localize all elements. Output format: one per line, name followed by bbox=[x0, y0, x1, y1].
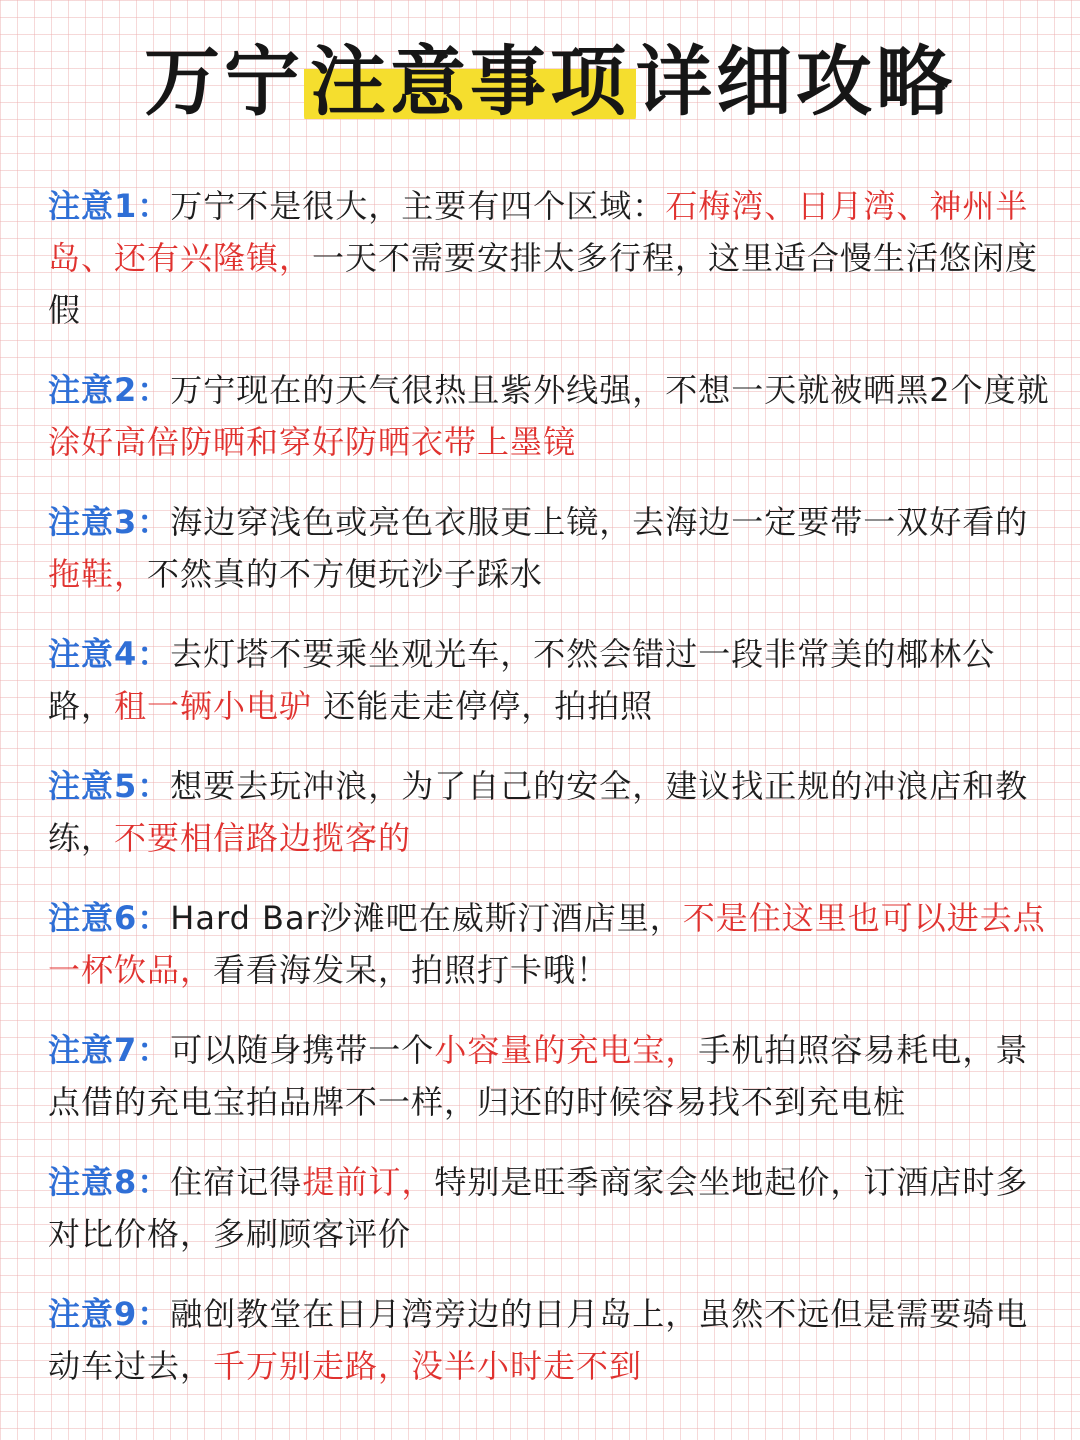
note-label: 注意7 bbox=[48, 1031, 138, 1069]
note-label: 注意2 bbox=[48, 371, 138, 409]
note-highlight-text: 不是住这里也可以进去点一杯饮品， bbox=[48, 899, 1046, 989]
note-label: 注意8 bbox=[48, 1163, 138, 1201]
note-label: 注意1 bbox=[48, 187, 138, 225]
note-highlight-text: 拖鞋， bbox=[48, 555, 148, 593]
note-4 bbox=[48, 628, 1052, 732]
note-label: 注意6 bbox=[48, 899, 138, 937]
note-separator: ： bbox=[137, 1295, 171, 1333]
note-highlight-text: 石梅湾、日月湾、神州半岛、还有兴隆镇， bbox=[48, 187, 1029, 277]
note-separator: ： bbox=[137, 187, 171, 225]
note-7 bbox=[48, 1024, 1052, 1128]
note-label: 注意5 bbox=[48, 767, 138, 805]
note-text: 还能走走停停，拍拍照 bbox=[312, 687, 654, 725]
note-text: 看看海发呆，拍照打卡哦！ bbox=[213, 951, 610, 989]
title-area bbox=[48, 0, 1052, 180]
note-text: 想要去玩冲浪，为了自己的安全，建议找正规的冲浪店和教练， bbox=[48, 767, 1029, 857]
note-8 bbox=[48, 1156, 1052, 1260]
note-text: 一天不需要安排太多行程，这里适合慢生活悠闲度假 bbox=[48, 239, 1039, 329]
note-text: Hard Bar沙滩吧在威斯汀酒店里， bbox=[170, 899, 683, 937]
note-highlight-text: 小容量的充电宝， bbox=[434, 1031, 699, 1069]
note-text: 融创教堂在日月湾旁边的日月岛上，虽然不远但是需要骑电动车过去， bbox=[48, 1295, 1029, 1385]
note-highlight-text: 提前订， bbox=[302, 1163, 435, 1201]
note-text: 手机拍照容易耗电，景点借的充电宝拍品牌不一样，归还的时候容易找不到充电桩 bbox=[48, 1031, 1029, 1121]
note-text: 万宁不是很大，主要有四个区域： bbox=[170, 187, 666, 225]
note-label: 注意3 bbox=[48, 503, 138, 541]
note-separator: ： bbox=[137, 1031, 171, 1069]
note-separator: ： bbox=[137, 899, 171, 937]
note-separator: ： bbox=[137, 1163, 171, 1201]
note-separator: ： bbox=[137, 635, 171, 673]
note-separator: ： bbox=[137, 767, 171, 805]
title-part-1: 万宁 bbox=[144, 37, 304, 126]
note-6 bbox=[48, 892, 1052, 996]
note-separator: ： bbox=[137, 503, 171, 541]
note-5 bbox=[48, 760, 1052, 864]
note-text: 住宿记得 bbox=[170, 1163, 303, 1201]
note-highlight-text: 租一辆小电驴 bbox=[114, 687, 313, 725]
note-text: 不然真的不方便玩沙子踩水 bbox=[147, 555, 544, 593]
page-title bbox=[144, 37, 956, 126]
title-highlight: 注意事项 bbox=[304, 37, 636, 126]
note-highlight-text: 千万别走路，没半小时走不到 bbox=[213, 1347, 643, 1385]
title-part-2: 详细攻略 bbox=[636, 37, 956, 126]
note-text: 特别是旺季商家会坐地起价，订酒店时多对比价格，多刷顾客评价 bbox=[48, 1163, 1029, 1253]
note-9 bbox=[48, 1288, 1052, 1392]
note-highlight-text: 涂好高倍防晒和穿好防晒衣带上墨镜 bbox=[48, 423, 577, 461]
notes-list bbox=[48, 180, 1052, 1392]
note-text: 海边穿浅色或亮色衣服更上镜，去海边一定要带一双好看的 bbox=[170, 503, 1029, 541]
note-text: 万宁现在的天气很热且紫外线强，不想一天就被晒黑2个度就 bbox=[170, 371, 1050, 409]
note-3 bbox=[48, 496, 1052, 600]
note-text: 去灯塔不要乘坐观光车，不然会错过一段非常美的椰林公路， bbox=[48, 635, 996, 725]
note-1 bbox=[48, 180, 1052, 336]
note-label: 注意4 bbox=[48, 635, 138, 673]
note-highlight-text: 不要相信路边揽客的 bbox=[114, 819, 412, 857]
note-2 bbox=[48, 364, 1052, 468]
note-separator: ： bbox=[137, 371, 171, 409]
note-text: 可以随身携带一个 bbox=[170, 1031, 435, 1069]
note-label: 注意9 bbox=[48, 1295, 138, 1333]
